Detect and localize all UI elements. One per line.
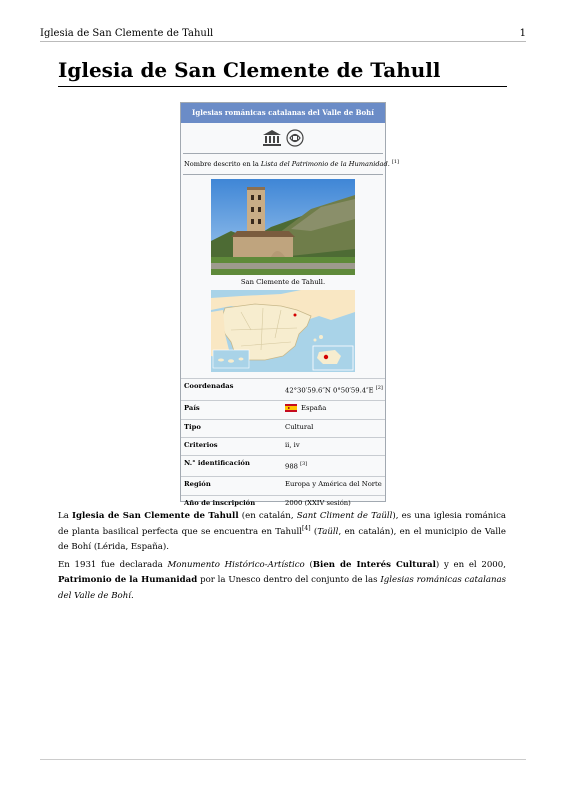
churches-group-link[interactable]: Iglesias románicas catalanas del Valle de Bohí	[58, 575, 507, 601]
heritage-list-link[interactable]: Lista del Patrimonio de la Humanidad	[260, 160, 388, 169]
heritage-list-note	[181, 154, 399, 174]
bic-link[interactable]: Bien de Interés Cultural	[312, 559, 436, 570]
title-divider	[58, 86, 507, 87]
footer-divider	[40, 759, 526, 760]
reference-link[interactable]: [4]	[302, 524, 311, 532]
coordinates-link[interactable]: 42°30′59.6″N 0°50′59.4″E	[285, 386, 374, 395]
reference-link[interactable]: [3]	[300, 461, 308, 467]
row-label: N.° identificación	[184, 459, 250, 467]
unesco-icon	[262, 129, 282, 147]
row-label: Año de inscripción	[184, 499, 256, 507]
paragraph-heritage: En 1931 fue declarada Monumento Histórico-Artístico (Bien de Interés Cultural) y en el 2000, Patrimonio de la Humanidad por la Unesco dentro del conjunto de las Iglesias románicas catalanas del Valle de Bohí.	[58, 559, 507, 601]
country-link[interactable]: España	[301, 404, 327, 412]
infobox-row-region	[181, 476, 385, 495]
infobox-row-coordinates	[181, 378, 385, 400]
row-label: Criterios	[184, 441, 218, 449]
reference-link[interactable]: [1]	[391, 159, 399, 165]
infobox-row-type	[181, 419, 385, 437]
article-subject: Iglesia de San Clemente de Tahull	[72, 511, 239, 521]
row-value: ii, iv	[285, 441, 300, 449]
row-value[interactable]: Europa y América del Norte	[285, 480, 382, 488]
row-label: Coordenadas	[184, 382, 234, 390]
running-header	[40, 28, 526, 42]
page-number: 1	[519, 28, 526, 39]
id-value: 988	[285, 462, 298, 471]
infobox-row-id	[181, 455, 385, 476]
row-value	[283, 456, 385, 476]
note-text-end: .	[387, 160, 390, 169]
catalan-name: Sant Climent de Taüll	[296, 511, 393, 521]
world-heritage-icon	[286, 129, 304, 147]
page-title: Iglesia de San Clemente de Tahull	[58, 58, 441, 82]
photo-caption: San Clemente de Tahull.	[240, 278, 326, 286]
infobox	[180, 102, 399, 507]
catalan-town-name: Taüll	[317, 526, 339, 537]
running-header-title: Iglesia de San Clemente de Tahull	[40, 28, 214, 39]
row-label: País	[184, 404, 200, 412]
infobox-separator	[183, 174, 383, 175]
note-text: Nombre descrito en la	[184, 160, 261, 169]
paragraph-intro: La Iglesia de San Clemente de Tahull (en catalán, Sant Climent de Taüll), es una iglesia románica de planta basilical perfecta que se encuentra en Tahull[4] (Taüll, en catalán), en el municipio de Valle de Bohí (Lérida, España).	[58, 511, 507, 552]
row-value	[283, 379, 385, 400]
monument-link[interactable]: Monumento Histórico-Artístico	[167, 559, 305, 570]
header-divider	[40, 41, 526, 42]
spain-flag-icon	[285, 404, 297, 412]
church-photo[interactable]	[211, 179, 355, 275]
row-value: Cultural	[285, 423, 314, 431]
infobox-header: Iglesias románicas catalanas del Valle de Bohí	[181, 103, 385, 123]
infobox-table	[181, 378, 385, 513]
infobox-row-criteria	[181, 437, 385, 455]
reference-link[interactable]: [2]	[375, 385, 383, 391]
row-label: Tipo	[184, 423, 201, 431]
infobox-row-country	[181, 400, 385, 419]
row-value[interactable]: 2000 (XXIV sesión)	[285, 499, 351, 507]
location-map[interactable]	[211, 290, 355, 372]
world-heritage-link[interactable]: Patrimonio de la Humanidad	[58, 575, 198, 585]
row-label: Región	[184, 480, 211, 488]
article-body	[58, 509, 506, 606]
row-value	[283, 401, 385, 419]
infobox-logos	[181, 123, 385, 153]
